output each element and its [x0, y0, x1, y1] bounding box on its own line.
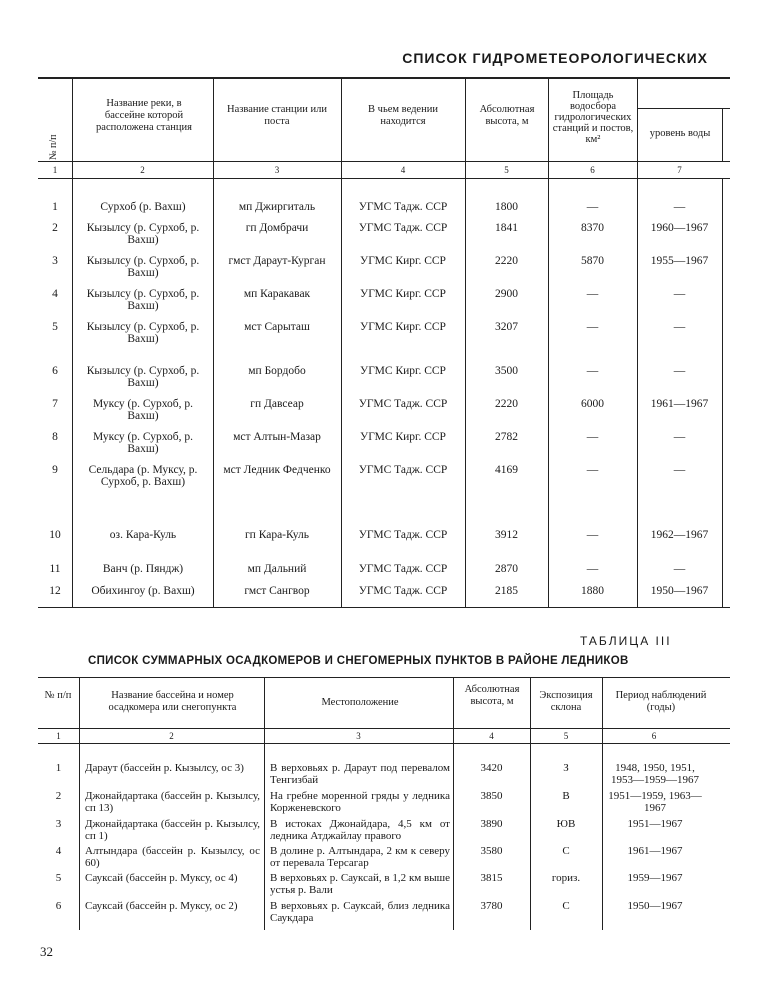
t1-cell-area: — [586, 201, 599, 213]
t1-cell-water: 1961—1967 [650, 398, 709, 410]
t1-cell-area: — [586, 563, 599, 575]
t1-cell-alt: 2220 [495, 255, 518, 267]
t1-cell-water: — [673, 288, 686, 300]
t2-header-period: Период наблюдений (годы) [615, 690, 707, 713]
t2-colnum: 3 [356, 731, 361, 741]
t2-cell-exp: В [562, 790, 570, 802]
table2-title: СПИСОК СУММАРНЫХ ОСАДКОМЕРОВ И СНЕГОМЕРНЫХ ПУНКТОВ В РАЙОНЕ ЛЕДНИКОВ [88, 655, 629, 667]
t2-cell-exp: ЮВ [556, 818, 576, 830]
t1-cell-no: 9 [52, 464, 58, 476]
t1-cell-water: — [673, 365, 686, 377]
t2-cell-location: В верховьях р. Сауксай, в 1,2 км выше устья р. Вали [270, 872, 450, 896]
t1-cell-owner: УГМС Тадж. ССР [358, 529, 448, 541]
t2-cell-name: Сауксай (бассейн р. Муксу, ос 4) [85, 872, 238, 884]
t1-cell-river: Муксу (р. Сурхоб, р. Вахш) [92, 398, 194, 422]
t1-cell-station: мп Джиргиталь [238, 201, 316, 213]
t1-cell-alt: 1800 [495, 201, 518, 213]
t1-cell-area: — [586, 365, 599, 377]
t1-cell-station: мп Бордобо [248, 365, 306, 377]
t1-cell-water: — [673, 201, 686, 213]
t2-cell-location: В верховьях р. Сауксай, близ ледника Саукдара [270, 900, 450, 924]
t2-cell-no: 1 [55, 762, 62, 774]
t1-cell-station: гп Давсеар [250, 398, 304, 410]
t2-header-no: № п/п [44, 690, 72, 701]
t2-cell-no: 4 [55, 845, 62, 857]
t1-colnum: 2 [140, 165, 145, 175]
t1-header-water: уровень воды [649, 128, 711, 139]
t1-cell-river: Кызылсу (р. Сурхоб, р. Вахш) [86, 321, 200, 345]
page-number: 32 [40, 944, 53, 959]
t1-cell-owner: УГМС Тадж. ССР [358, 585, 448, 597]
t1-colnum: 1 [52, 165, 58, 175]
t2-cell-period: 1950—1967 [627, 900, 683, 912]
t1-cell-alt: 3500 [495, 365, 518, 377]
t2-cell-exp: С [562, 845, 570, 857]
t2-cell-no: 3 [55, 818, 62, 830]
t1-cell-station: гп Домбрачи [245, 222, 309, 234]
t2-cell-exp: С [562, 900, 570, 912]
t1-cell-alt: 2870 [495, 563, 518, 575]
t1-cell-river: Кызылсу (р. Сурхоб, р. Вахш) [86, 365, 200, 389]
t2-cell-location: В верховьях р. Дараут под перевалом Тенгизбай [270, 762, 450, 786]
t2-colnum: 2 [169, 731, 174, 741]
t1-cell-no: 12 [49, 585, 61, 597]
t1-cell-no: 11 [49, 563, 61, 575]
t2-header-exposure: Экспозиция склона [539, 690, 593, 713]
t1-cell-alt: 4169 [495, 464, 518, 476]
t1-cell-water: — [673, 563, 686, 575]
t1-cell-alt: 3207 [495, 321, 518, 333]
t1-header-owner: В чьем ведении находится [368, 104, 438, 127]
t1-cell-area: 1880 [581, 585, 604, 597]
t1-cell-river: оз. Кара-Куль [109, 529, 177, 541]
t2-cell-location: В истоках Джонайдара, 4,5 км от ледника Атджайлау правого [270, 818, 450, 842]
t2-header-location: Местоположение [321, 697, 399, 708]
t1-cell-station: мст Алтын-Мазар [233, 431, 321, 443]
table2-label: ТАБЛИЦА III [580, 634, 672, 648]
t1-cell-water: 1962—1967 [650, 529, 709, 541]
t1-cell-station: мст Сарыташ [244, 321, 310, 333]
t1-cell-alt: 2782 [495, 431, 518, 443]
t1-cell-area: 5870 [581, 255, 604, 267]
t2-cell-alt: 3580 [480, 845, 503, 857]
t2-cell-location: На гребне моренной гряды у ледника Корженевского [270, 790, 450, 814]
t1-cell-owner: УГМС Тадж. ССР [358, 563, 448, 575]
t1-cell-owner: УГМС Тадж. ССР [358, 201, 448, 213]
t2-header-altitude: Абсолютная высота, м [464, 684, 520, 707]
t1-cell-no: 4 [52, 288, 58, 300]
t1-cell-river: Сурхоб (р. Вахш) [100, 201, 186, 213]
t1-cell-water: — [673, 431, 686, 443]
t1-cell-owner: УГМС Кирг. ССР [360, 288, 446, 300]
t2-cell-no: 2 [55, 790, 62, 802]
t1-cell-station: мп Каракавак [243, 288, 311, 300]
t1-cell-owner: УГМС Кирг. ССР [360, 431, 446, 443]
t1-header-altitude: Абсолютная высота, м [479, 104, 535, 127]
t1-cell-water: 1960—1967 [650, 222, 709, 234]
t1-colnum: 6 [590, 165, 595, 175]
t2-cell-alt: 3890 [480, 818, 503, 830]
t2-cell-period: 1951—1967 [627, 818, 683, 830]
t1-cell-owner: УГМС Тадж. ССР [358, 398, 448, 410]
t2-cell-exp: гориз. [551, 872, 581, 884]
t1-cell-no: 2 [52, 222, 58, 234]
t1-cell-river: Кызылсу (р. Сурхоб, р. Вахш) [86, 222, 200, 246]
t2-cell-name: Джонайдартака (бассейн р. Кызылсу, сп 1) [85, 818, 260, 842]
t1-cell-river: Муксу (р. Сурхоб, р. Вахш) [92, 431, 194, 455]
t1-colnum: 3 [274, 165, 280, 175]
t1-cell-no: 6 [52, 365, 58, 377]
t1-colnum: 7 [677, 165, 682, 175]
t2-header-name: Название бассейна и номер осадкомера или снегопункта [108, 690, 237, 713]
t2-colnum: 4 [489, 731, 494, 741]
t1-cell-owner: УГМС Тадж. ССР [358, 464, 448, 476]
t1-cell-station: гмст Сангвор [244, 585, 310, 597]
t2-cell-alt: 3420 [480, 762, 503, 774]
t1-cell-owner: УГМС Тадж. ССР [358, 222, 448, 234]
t2-cell-no: 5 [55, 872, 62, 884]
t1-cell-river: Сельдара (р. Муксу, р. Сурхоб, р. Вахш) [88, 464, 198, 488]
t1-header-no: № п/п [48, 134, 59, 160]
t2-cell-period: 1959—1967 [627, 872, 683, 884]
t1-cell-area: — [586, 529, 599, 541]
t2-colnum: 1 [56, 731, 61, 741]
t2-cell-alt: 3815 [480, 872, 503, 884]
t1-cell-no: 3 [52, 255, 58, 267]
t2-cell-period: 1948, 1950, 1951, 1953—1959—1967 [611, 762, 699, 786]
t1-cell-station: гп Кара-Куль [244, 529, 310, 541]
t1-header-station: Название станции или поста [226, 104, 327, 127]
t2-cell-alt: 3850 [480, 790, 503, 802]
t2-cell-name: Дараут (бассейн р. Кызылсу, ос 3) [85, 762, 244, 774]
t1-cell-area: — [586, 321, 599, 333]
t1-cell-area: 6000 [581, 398, 604, 410]
t1-cell-river: Кызылсу (р. Сурхоб, р. Вахш) [86, 255, 200, 279]
t1-cell-area: — [586, 288, 599, 300]
t1-cell-no: 10 [49, 529, 61, 541]
t1-cell-area: — [586, 464, 599, 476]
table1-title: СПИСОК ГИДРОМЕТЕОРОЛОГИЧЕСКИХ [402, 50, 708, 66]
t2-cell-name: Алтындара (бассейн р. Кызылсу, ос 60) [85, 845, 260, 869]
t2-colnum: 6 [651, 731, 657, 741]
t1-cell-owner: УГМС Кирг. ССР [360, 365, 446, 377]
t2-cell-period: 1951—1959, 1963—1967 [608, 790, 702, 814]
t1-cell-river: Ванч (р. Пяндж) [102, 563, 184, 575]
t1-cell-station: мп Дальний [247, 563, 307, 575]
t1-cell-alt: 2220 [495, 398, 518, 410]
t1-cell-area: 8370 [581, 222, 604, 234]
t2-cell-name: Сауксай (бассейн р. Муксу, ос 2) [85, 900, 238, 912]
t1-cell-no: 1 [52, 201, 58, 213]
t2-cell-exp: З [563, 762, 569, 774]
t1-cell-alt: 2185 [495, 585, 518, 597]
t1-cell-owner: УГМС Кирг. ССР [360, 255, 446, 267]
t1-cell-alt: 1841 [495, 222, 518, 234]
t1-cell-water: 1955—1967 [650, 255, 709, 267]
t1-cell-station: гмст Дараут-Курган [228, 255, 326, 267]
t2-cell-no: 6 [55, 900, 62, 912]
t1-cell-no: 7 [52, 398, 58, 410]
t1-header-river: Название реки, в бассейне которой расположена станция [96, 98, 192, 133]
t1-cell-station: мст Ледник Федченко [223, 464, 331, 476]
t1-cell-water: 1950—1967 [650, 585, 709, 597]
t1-colnum: 5 [504, 165, 509, 175]
t1-cell-area: — [586, 431, 599, 443]
t2-cell-period: 1961—1967 [627, 845, 683, 857]
t2-colnum: 5 [563, 731, 569, 741]
t1-cell-alt: 2900 [495, 288, 518, 300]
t1-cell-no: 5 [52, 321, 58, 333]
t1-cell-river: Обихингоу (р. Вахш) [91, 585, 195, 597]
t1-header-area: Площадь водосбора гидрологических станций и постов, км² [552, 90, 634, 145]
t1-cell-water: — [673, 321, 686, 333]
t2-cell-name: Джонайдартака (бассейн р. Кызылсу, сп 13) [85, 790, 260, 814]
t1-cell-water: — [673, 464, 686, 476]
t2-cell-location: В долине р. Алтындара, 2 км к северу от перевала Терсагар [270, 845, 450, 869]
t1-cell-owner: УГМС Кирг. ССР [360, 321, 446, 333]
t2-cell-alt: 3780 [480, 900, 503, 912]
t1-cell-no: 8 [52, 431, 58, 443]
t1-colnum: 4 [400, 165, 406, 175]
t1-cell-alt: 3912 [495, 529, 518, 541]
t1-cell-river: Кызылсу (р. Сурхоб, р. Вахш) [86, 288, 200, 312]
